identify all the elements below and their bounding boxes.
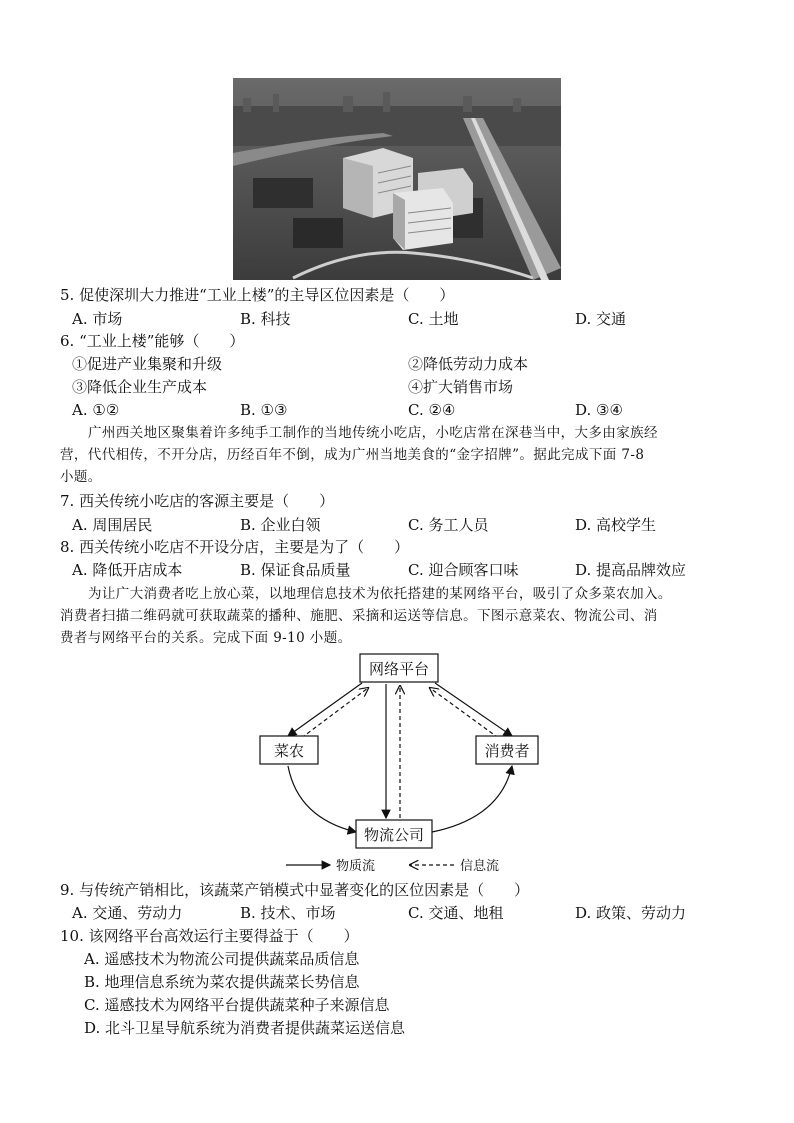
q6-item-4: ④扩大销售市场 bbox=[408, 378, 514, 396]
q10-option-b: B. 地理信息系统为菜农提供蔬菜长势信息 bbox=[84, 973, 360, 991]
legend-info-flow: 信息流 bbox=[460, 859, 500, 874]
q5-option-d: D. 交通 bbox=[575, 310, 627, 328]
q7-option-b: B. 企业白领 bbox=[240, 516, 321, 534]
q6-option-c: C. ②④ bbox=[408, 401, 456, 419]
passage-9-10-line-1: 为让广大消费者吃上放心菜，以地理信息技术为依托搭建的某网络平台，吸引了众多菜农加入。 bbox=[88, 586, 672, 602]
q6-item-1: ①促进产业集聚和升级 bbox=[72, 355, 223, 373]
passage-7-8-line-2: 营，代代相传，不开分店，历经百年不倒，成为广州当地美食的“金字招牌”。据此完成下面 7-8 bbox=[60, 447, 645, 463]
question-7-stem: 7. 西关传统小吃店的客源主要是（ ） bbox=[60, 492, 335, 510]
info-consumer-to-platform bbox=[430, 688, 504, 742]
q9-option-c: C. 交通、地租 bbox=[408, 904, 504, 922]
q5-option-a: A. 市场 bbox=[72, 310, 123, 328]
vegetable-network-diagram bbox=[250, 650, 550, 880]
flow-platform-to-consumer bbox=[435, 683, 512, 736]
q6-item-2: ②降低劳动力成本 bbox=[408, 355, 529, 373]
q7-option-c: C. 务工人员 bbox=[408, 516, 489, 534]
q8-option-a: A. 降低开店成本 bbox=[72, 561, 183, 579]
passage-9-10-line-2: 消费者扫描二维码就可获取蔬菜的播种、施肥、采摘和运送等信息。下图示意菜农、物流公司、消 bbox=[60, 608, 658, 624]
node-logistics-label: 物流公司 bbox=[363, 826, 425, 844]
q7-option-a: A. 周围居民 bbox=[72, 516, 153, 534]
passage-7-8-line-3: 小题。 bbox=[60, 469, 102, 485]
question-9-stem: 9. 与传统产销相比，该蔬菜产销模式中显著变化的区位因素是（ ） bbox=[60, 881, 530, 899]
q10-option-a: A. 遥感技术为物流公司提供蔬菜品质信息 bbox=[84, 950, 360, 968]
passage-9-10-line-3: 费者与网络平台的关系。完成下面 9-10 小题。 bbox=[60, 630, 352, 646]
question-8-stem: 8. 西关传统小吃店不开设分店，主要是为了（ ） bbox=[60, 538, 410, 556]
q8-option-b: B. 保证食品质量 bbox=[240, 561, 351, 579]
q10-option-c: C. 遥感技术为网络平台提供蔬菜种子来源信息 bbox=[84, 996, 390, 1014]
passage-7-8-line-1: 广州西关地区聚集着许多纯手工制作的当地传统小吃店，小吃店常在深巷当中，大多由家族经 bbox=[88, 425, 658, 441]
q8-option-c: C. 迎合顾客口味 bbox=[408, 561, 519, 579]
q6-option-b: B. ①③ bbox=[240, 401, 288, 419]
info-farmer-to-platform bbox=[296, 688, 368, 742]
question-10-stem: 10. 该网络平台高效运行主要得益于（ ） bbox=[60, 927, 359, 945]
q8-option-d: D. 提高品牌效应 bbox=[575, 561, 687, 579]
flow-logistics-to-consumer bbox=[432, 766, 512, 832]
question-6-stem: 6. “工业上楼”能够（ ） bbox=[60, 332, 245, 350]
flow-platform-to-farmer bbox=[288, 683, 362, 736]
q9-option-d: D. 政策、劳动力 bbox=[575, 904, 687, 922]
legend-material-flow: 物质流 bbox=[336, 859, 376, 874]
flow-farmer-to-logistics bbox=[288, 766, 356, 832]
q5-option-b: B. 科技 bbox=[240, 310, 291, 328]
industrial-park-aerial-photo bbox=[233, 78, 561, 280]
question-5-stem: 5. 促使深圳大力推进“工业上楼”的主导区位因素是（ ） bbox=[60, 286, 455, 304]
q6-option-d: D. ③④ bbox=[575, 401, 623, 419]
node-farmer-label: 菜农 bbox=[273, 742, 305, 760]
q6-item-3: ③降低企业生产成本 bbox=[72, 378, 208, 396]
q9-option-b: B. 技术、市场 bbox=[240, 904, 336, 922]
q6-option-a: A. ①② bbox=[72, 401, 120, 419]
node-consumer-label: 消费者 bbox=[484, 742, 530, 760]
q5-option-c: C. 土地 bbox=[408, 310, 459, 328]
q10-option-d: D. 北斗卫星导航系统为消费者提供蔬菜运送信息 bbox=[84, 1019, 406, 1037]
q7-option-d: D. 高校学生 bbox=[575, 516, 657, 534]
q9-option-a: A. 交通、劳动力 bbox=[72, 904, 183, 922]
node-platform-label: 网络平台 bbox=[368, 660, 430, 678]
